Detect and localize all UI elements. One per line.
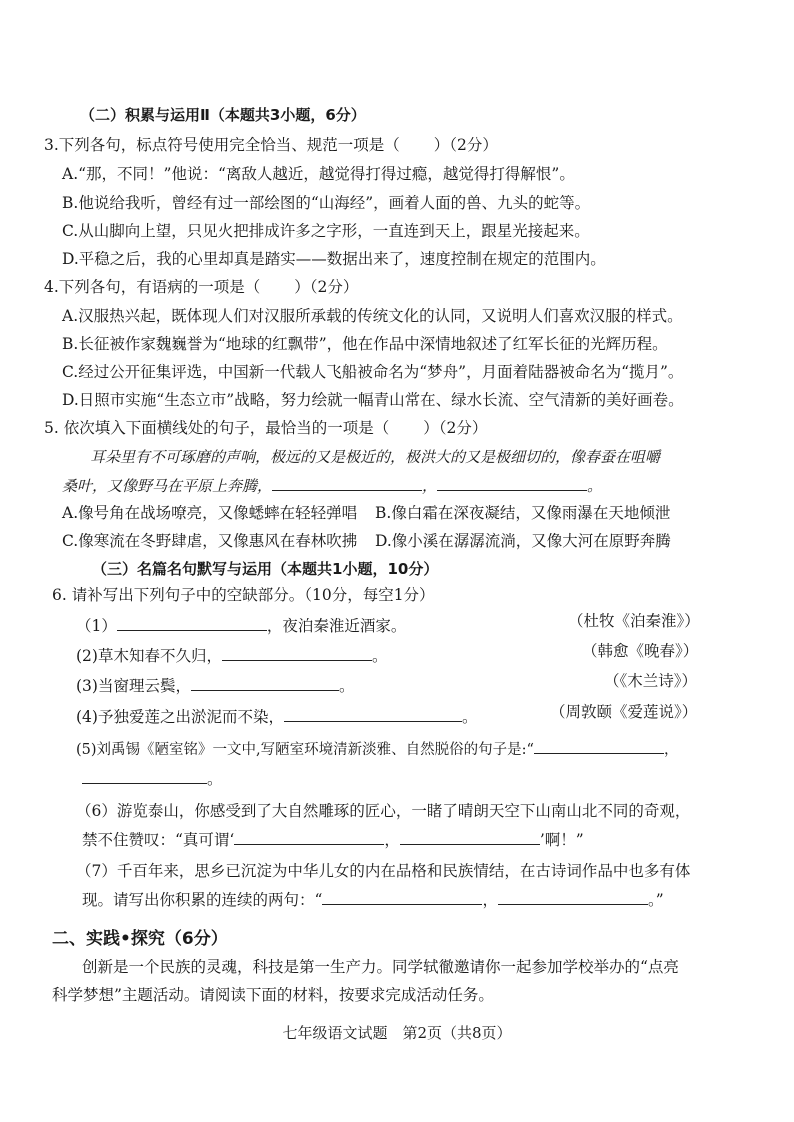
q6-item-3-source: （《木兰诗》） bbox=[604, 672, 698, 690]
question-3-score: ）（2分） bbox=[433, 136, 498, 154]
q6-blank-6[interactable] bbox=[82, 767, 207, 784]
page-footer: 七年级语文试题 第2页（共8页） bbox=[282, 1024, 512, 1042]
q4-option-d: D.日照市实施“生态立市”战略，努力绘就一幅青山常在、绿水长流、空气清新的美好画卷。 bbox=[62, 391, 684, 409]
q6-item-2 bbox=[76, 644, 388, 667]
q6-blank-8[interactable] bbox=[400, 828, 540, 845]
item-comma: ， bbox=[482, 891, 498, 909]
q6-blank-4[interactable] bbox=[284, 705, 462, 722]
q6-item-3 bbox=[76, 674, 355, 697]
q3-option-c: C.从山脚向上望，只见火把排成许多之字形，一直连到天上，跟星光接起来。 bbox=[62, 222, 590, 240]
q6-blank-5[interactable] bbox=[534, 737, 664, 754]
item-number: (2) bbox=[76, 647, 98, 665]
q6-item-7-line-2 bbox=[82, 888, 664, 911]
q6-item-5-line-2 bbox=[82, 767, 223, 790]
item-end: 。 bbox=[338, 677, 355, 695]
q6-item-4 bbox=[76, 705, 478, 728]
part-2-paragraph-line-2: 科学梦想”主题活动。请阅读下面的材料，按要求完成活动任务。 bbox=[52, 986, 494, 1004]
section-heading-recitation: （三）名篇名句默写与运用（本题共1小题，10分） bbox=[92, 560, 439, 578]
q5-passage-text: 桑叶，又像野马在平原上奔腾， bbox=[62, 477, 273, 495]
item-text: (5)刘禹锡《陋室铭》一文中,写陋室环境清新淡雅、自然脱俗的句子是:“ bbox=[76, 742, 534, 758]
question-4-text: 4.下列各句，有语病的一项是（ bbox=[44, 278, 261, 296]
question-4-score: ）（2分） bbox=[294, 278, 359, 296]
part-2-heading: 二、实践•探究（6分） bbox=[52, 929, 228, 949]
q3-option-d: D.平稳之后，我的心里却真是踏实——数据出来了，速度控制在规定的范围内。 bbox=[62, 250, 606, 268]
item-text: 草木知春不久归， bbox=[97, 647, 222, 665]
q5-passage-line-1: 耳朵里有不可琢磨的声响，极远的又是极近的，极洪大的又是极细切的，像春蚕在咀嚼 bbox=[90, 448, 661, 466]
question-5-stem bbox=[44, 417, 487, 439]
q5-passage-comma: ， bbox=[422, 477, 438, 495]
question-4-stem bbox=[44, 276, 358, 298]
item-comma: ， bbox=[384, 831, 400, 849]
q6-blank-3[interactable] bbox=[191, 674, 339, 691]
question-5-score: ）（2分） bbox=[423, 419, 488, 437]
q6-item-2-source: （韩愈《晚春》） bbox=[582, 642, 699, 660]
q6-item-5-line-1 bbox=[76, 737, 678, 761]
q5-blank-1[interactable] bbox=[272, 474, 422, 491]
item-end: ’啊！” bbox=[539, 831, 584, 849]
item-end: 。 bbox=[207, 770, 223, 788]
q5-passage-period: 。 bbox=[587, 477, 603, 495]
item-text: 现。请写出你积累的连续的两句：“ bbox=[82, 891, 323, 909]
q6-item-4-source: （周敦颐《爱莲说》） bbox=[550, 703, 698, 721]
item-text: ，夜泊秦淮近酒家。 bbox=[266, 617, 407, 635]
q6-item-1-source: （杜牧《泊秦淮》） bbox=[568, 612, 700, 630]
q6-blank-2[interactable] bbox=[222, 644, 372, 661]
q3-option-b: B.他说给我听，曾经有过一部绘图的“山海经”，画着人面的兽、九头的蛇等。 bbox=[62, 194, 591, 212]
q6-blank-10[interactable] bbox=[498, 888, 648, 905]
question-6-stem: 6. 请补写出下列句子中的空缺部分。（10分，每空1分） bbox=[52, 586, 435, 604]
q6-blank-9[interactable] bbox=[322, 888, 482, 905]
q5-option-b: B.像白霜在深夜凝结，又像雨瀑在天地倾泄 bbox=[375, 504, 671, 522]
q4-option-b: B.长征被作家魏巍誉为“地球的红飘带”，他在作品中深情地叙述了红军长征的光辉历程。 bbox=[62, 335, 668, 353]
item-number: (3) bbox=[76, 677, 98, 695]
item-number: （1） bbox=[76, 617, 117, 635]
q5-blank-2[interactable] bbox=[437, 474, 587, 491]
q4-option-c: C.经过公开征集评选，中国新一代载人飞船被命名为“梦舟”，月面着陆器被命名为“揽月”。 bbox=[62, 363, 684, 381]
q6-blank-7[interactable] bbox=[234, 828, 384, 845]
section-heading-accumulation: （二）积累与运用Ⅱ（本题共3小题，6分） bbox=[80, 106, 366, 124]
q6-item-7-line-1: （7）千百年来，思乡已沉淀为中华儿女的内在品格和民族情结，在古诗词作品中也多有体 bbox=[76, 862, 691, 880]
question-3-stem bbox=[44, 134, 498, 156]
q3-option-a: A.“那，不同！”他说：“离敌人越近，越觉得打得过瘾，越觉得打得解恨”。 bbox=[62, 165, 575, 183]
q6-blank-1[interactable] bbox=[117, 614, 267, 631]
q6-item-6-line-2 bbox=[82, 828, 584, 851]
q6-item-1 bbox=[76, 614, 406, 637]
item-number: (4) bbox=[76, 708, 98, 726]
q5-option-d: D.像小溪在潺潺流淌，又像大河在原野奔腾 bbox=[375, 532, 671, 550]
question-5-text: 5. 依次填入下面横线处的句子，最恰当的一项是（ bbox=[44, 419, 390, 437]
q6-item-6-line-1: （6）游览泰山，你感受到了大自然雕琢的匠心，一睹了晴朗天空下山南山北不同的奇观， bbox=[76, 802, 691, 820]
q5-option-c: C.像寒流在冬野肆虐，又像惠风在春林吹拂 bbox=[62, 532, 358, 550]
q5-option-a: A.像号角在战场嘹亮，又像蟋蟀在轻轻弹唱 bbox=[62, 504, 358, 522]
item-end: 。” bbox=[647, 891, 664, 909]
item-end: 。 bbox=[371, 647, 388, 665]
item-text: 当窗理云鬓， bbox=[97, 677, 191, 695]
item-comma: ， bbox=[663, 742, 679, 758]
q4-option-a: A.汉服热兴起，既体现人们对汉服所承载的传统文化的认同，又说明人们喜欢汉服的样式。 bbox=[62, 307, 683, 325]
item-text: 予独爱莲之出淤泥而不染， bbox=[97, 708, 284, 726]
question-3-text: 3.下列各句，标点符号使用完全恰当、规范一项是（ bbox=[44, 136, 400, 154]
part-2-paragraph-line-1: 创新是一个民族的灵魂，科技是第一生产力。同学轼徹邀请你一起参加学校举办的“点亮 bbox=[82, 958, 679, 976]
item-end: 。 bbox=[461, 708, 478, 726]
q5-passage-line-2 bbox=[62, 474, 602, 497]
item-text: 禁不住赞叹：“真可谓‘ bbox=[82, 831, 235, 849]
